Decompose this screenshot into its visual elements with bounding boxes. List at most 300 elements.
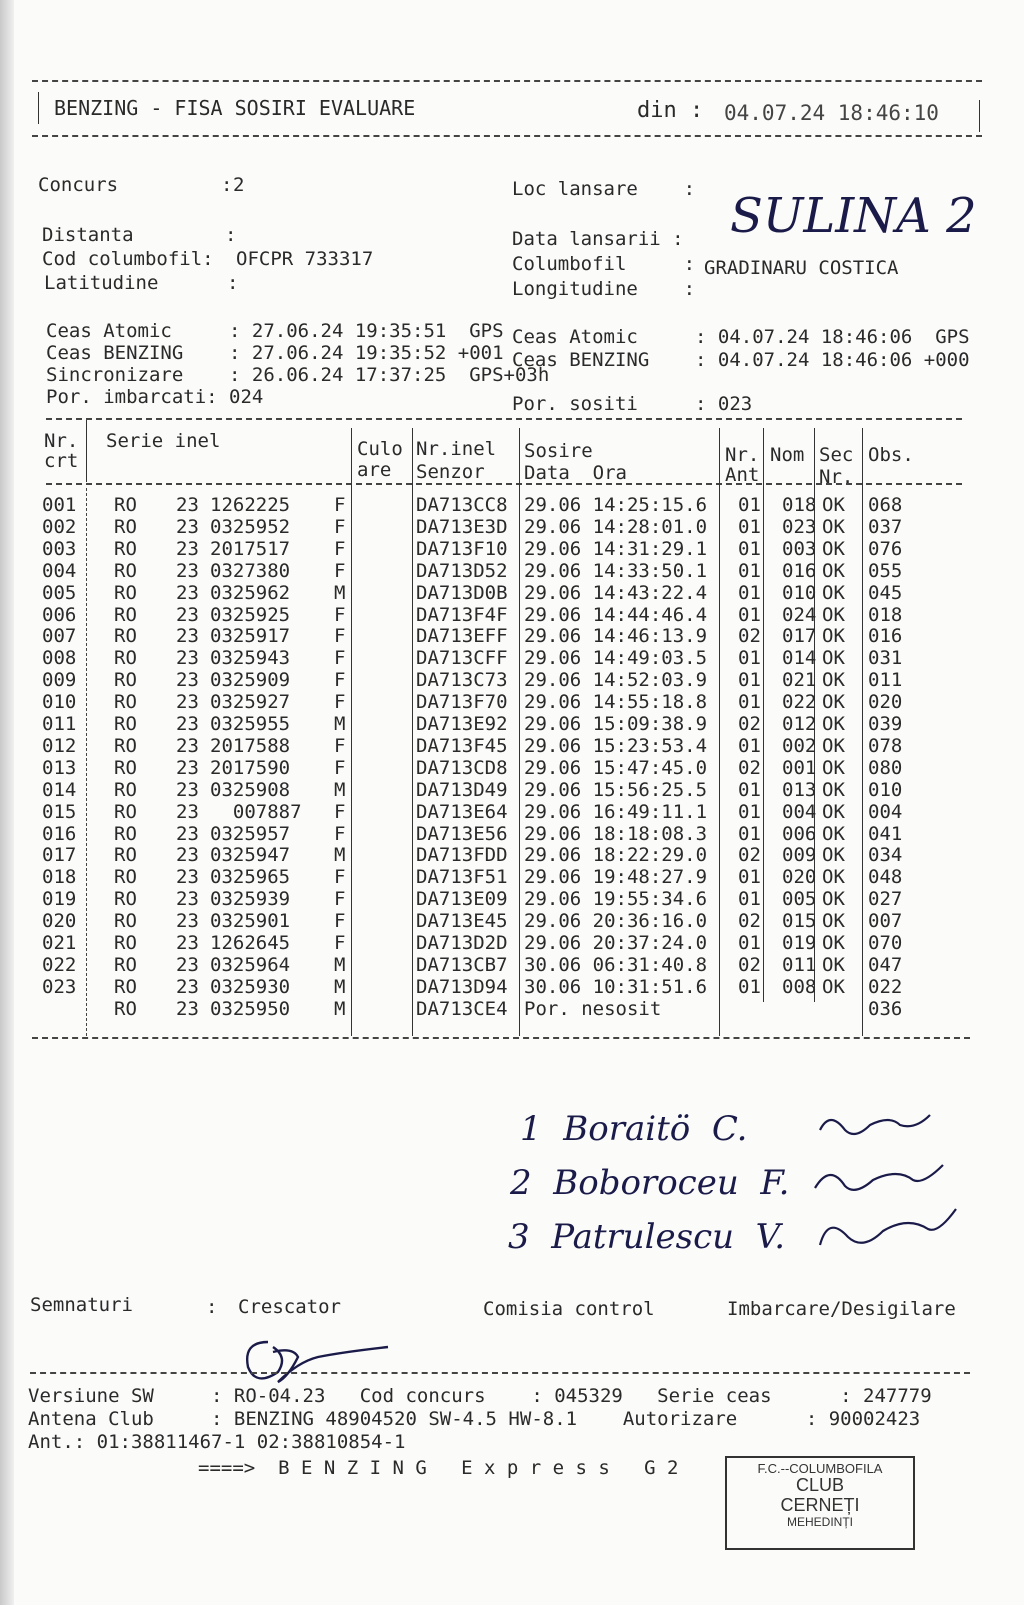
cell-ring: 0325925 [210,603,291,626]
cell-sosire: 29.06 14:52:03.9 [524,669,708,692]
cell-sex: F [334,756,346,779]
cell-senzor: DA713E56 [416,822,508,845]
cell-ring: 0325939 [210,888,291,911]
cell-sosire: 29.06 14:31:29.1 [524,537,708,560]
cell-sex: F [334,515,346,538]
cell-sex: F [334,866,346,889]
header-nom: Nom [770,444,805,466]
cell-ant: 01 [738,932,761,954]
cell-senzor: DA713F51 [416,866,508,889]
table-row [0,604,1024,626]
cell-nom: 011 [782,953,817,976]
cell-year: 23 [176,910,199,933]
cell-country: RO [114,537,137,560]
cell-sec: OK [822,581,845,604]
cell-ring: 1262645 [210,932,291,954]
cell-nr: 016 [42,822,77,845]
cell-nr: 023 [42,975,77,998]
cell-nom: 021 [782,669,817,692]
cell-obs: 041 [868,822,903,845]
cell-ant: 01 [738,603,761,626]
footer-versiune-line: Versiune SW : RO-04.23 Cod concurs : 045329 Serie ceas : 247779 [28,1385,932,1407]
cell-nr: 005 [42,581,77,604]
stamp-line-1: F.C.--COLUMBOFILA [757,1461,883,1476]
cell-country: RO [114,910,137,933]
cell-year: 23 [176,756,199,779]
cell-ant: 01 [738,537,761,560]
cell-sosire: 29.06 20:36:16.0 [524,910,708,933]
cell-country: RO [114,669,137,692]
cell-nom: 006 [782,822,817,845]
cell-nom: 012 [782,713,817,735]
cell-senzor: DA713D49 [416,778,508,801]
commission-member-2: 2 Boboroceu F. [510,1163,790,1203]
table-row [0,932,1024,954]
cell-country: RO [114,713,137,735]
cell-sosire: 29.06 20:37:24.0 [524,932,708,954]
cell-sex: M [334,778,346,801]
header-obs: Obs. [868,444,914,466]
cell-obs: 078 [868,734,903,757]
cell-sosire: 29.06 14:25:15.6 [524,494,708,516]
cell-year: 23 [176,669,199,692]
table-row [0,954,1024,976]
cell-nr: 020 [42,910,77,933]
cell-year: 23 [176,800,199,823]
cell-ring: 0325909 [210,669,291,692]
cell-sosire: 29.06 14:49:03.5 [524,647,708,670]
cell-nom: 016 [782,559,817,582]
cell-ant: 01 [738,888,761,911]
cell-obs: 039 [868,713,903,735]
cell-sex: F [334,800,346,823]
cell-nr: 022 [42,953,77,976]
header-bottom-rule [32,135,982,137]
cell-sec: OK [822,734,845,757]
cell-sex: F [334,932,346,954]
cell-sex: M [334,953,346,976]
cell-nom: 023 [782,515,817,538]
cell-ring: 1262225 [210,494,291,516]
table-row [0,976,1024,998]
cell-sec: OK [822,932,845,954]
table-row [0,844,1024,866]
header-left-bar [38,92,39,124]
cell-sec: OK [822,669,845,692]
cell-ring: 0325964 [210,953,291,976]
cell-nr: 008 [42,647,77,670]
cell-ant: 01 [738,494,761,516]
cell-senzor: DA713E45 [416,910,508,933]
cell-sec: OK [822,559,845,582]
cell-ring: 0325957 [210,822,291,845]
table-row [0,625,1024,647]
cell-senzor: DA713F4F [416,603,508,626]
cell-nom: 004 [782,800,817,823]
cell-obs: 022 [868,975,903,998]
footer-antena-line: Antena Club : BENZING 48904520 SW-4.5 HW-8.1 Autorizare : 90002423 [28,1408,921,1430]
cell-nr: 011 [42,713,77,735]
cell-country: RO [114,997,137,1020]
cell-sosire: Por. nesosit [524,997,662,1020]
cell-sec: OK [822,953,845,976]
cell-ring: 0325950 [210,997,291,1020]
cell-obs: 018 [868,603,903,626]
header-sec-1: Sec [819,444,854,466]
cell-obs: 037 [868,515,903,538]
cell-nom: 018 [782,494,817,516]
cell-senzor: DA713E09 [416,888,508,911]
cell-ant: 02 [738,756,761,779]
cell-year: 23 [176,822,199,845]
cell-senzor: DA713D0B [416,581,508,604]
cell-country: RO [114,932,137,954]
cell-senzor: DA713F10 [416,537,508,560]
cell-nr: 003 [42,537,77,560]
table-row [0,910,1024,932]
cell-sec: OK [822,647,845,670]
cell-ant: 01 [738,515,761,538]
cell-obs: 011 [868,669,903,692]
date-label: din : [637,98,704,123]
table-row [0,538,1024,560]
cell-year: 23 [176,581,199,604]
cell-country: RO [114,866,137,889]
cell-sec: OK [822,756,845,779]
cell-nr: 007 [42,625,77,648]
longitudine-label: Longitudine : [512,278,696,300]
cell-sex: F [334,910,346,933]
cell-ant: 01 [738,559,761,582]
cell-ant: 01 [738,734,761,757]
header-nr-1: Nr. [44,430,79,452]
cell-country: RO [114,647,137,670]
cell-nr: 002 [42,515,77,538]
cell-obs: 020 [868,691,903,714]
cell-sosire: 29.06 15:47:45.0 [524,756,708,779]
cell-sex: F [334,494,346,516]
cell-year: 23 [176,559,199,582]
cod-columbofil-label: Cod columbofil: [42,248,214,270]
cell-ant: 02 [738,625,761,648]
cell-country: RO [114,734,137,757]
cell-nr: 021 [42,932,77,954]
cell-year: 23 [176,515,199,538]
cell-year: 23 [176,932,199,954]
cell-nom: 003 [782,537,817,560]
cell-obs: 004 [868,800,903,823]
table-top-rule [46,418,962,420]
cell-country: RO [114,603,137,626]
latitudine-label: Latitudine : [44,272,239,294]
cell-sex: M [334,713,346,735]
semnaturi-label: Semnaturi [30,1294,133,1316]
footer-ant-line: Ant.: 01:38811467-1 02:38810854-1 [28,1431,406,1453]
crescator-label: Crescator [238,1296,341,1318]
cell-ring: 0325901 [210,910,291,933]
cell-year: 23 [176,953,199,976]
sincronizare: Sincronizare : 26.06.24 17:37:25 GPS+03h [46,364,550,386]
table-row [0,823,1024,845]
cell-sec: OK [822,537,845,560]
ceas-benzing-end: Ceas BENZING : 04.07.24 18:46:06 +000 [512,349,970,371]
cell-nr: 017 [42,844,77,867]
cell-obs: 034 [868,844,903,867]
cell-obs: 055 [868,559,903,582]
header-right-bar [979,100,980,132]
cell-nom: 019 [782,932,817,954]
cell-ant: 01 [738,647,761,670]
cell-senzor: DA713CE4 [416,997,508,1020]
cell-ant: 01 [738,669,761,692]
table-row [0,582,1024,604]
cell-ring: 0325952 [210,515,291,538]
header-serie-inel: Serie inel [106,430,221,452]
cell-year: 23 [176,537,199,560]
cell-year: 23 [176,691,199,714]
cell-ring: 0325955 [210,713,291,735]
cell-sosire: 29.06 18:18:08.3 [524,822,708,845]
cell-country: RO [114,844,137,867]
header-nr-ant-1: Nr. [725,444,760,466]
porumbei-sositi: Por. sositi : 023 [512,393,753,415]
cell-nom: 017 [782,625,817,648]
cell-sex: M [334,975,346,998]
table-row [0,735,1024,757]
table-row [0,713,1024,735]
cell-ant: 02 [738,713,761,735]
cell-sosire: 29.06 14:44:46.4 [524,603,708,626]
cell-obs: 080 [868,756,903,779]
cell-sosire: 29.06 14:28:01.0 [524,515,708,538]
cell-sec: OK [822,888,845,911]
cell-country: RO [114,800,137,823]
cell-obs: 007 [868,910,903,933]
cell-country: RO [114,756,137,779]
cell-sec: OK [822,800,845,823]
cell-ant: 01 [738,822,761,845]
cell-senzor: DA713F45 [416,734,508,757]
cell-ring: 2017588 [210,734,291,757]
cell-ring: 0325930 [210,975,291,998]
cell-nr: 009 [42,669,77,692]
cell-ant: 02 [738,953,761,976]
cell-country: RO [114,975,137,998]
table-row [0,647,1024,669]
cell-year: 23 [176,997,199,1020]
table-row [0,866,1024,888]
cell-year: 23 [176,866,199,889]
footer-rule [30,1372,970,1374]
cell-ant: 01 [738,581,761,604]
cell-sex: F [334,822,346,845]
cell-obs: 045 [868,581,903,604]
comisia-control-label: Comisia control [483,1298,655,1320]
table-row [0,516,1024,538]
stamp-line-4: MEHEDINȚI [787,1514,853,1529]
cell-obs: 047 [868,953,903,976]
cell-obs: 068 [868,494,903,516]
cell-year: 23 [176,713,199,735]
header-nr-ant-2: Ant [725,464,760,486]
cell-sec: OK [822,603,845,626]
cell-obs: 031 [868,647,903,670]
cell-sex: F [334,734,346,757]
ceas-atomic-end: Ceas Atomic : 04.07.24 18:46:06 GPS [512,326,970,348]
cell-sec: OK [822,515,845,538]
cell-sosire: 29.06 15:09:38.9 [524,713,708,735]
table-row [0,560,1024,582]
cell-ant: 02 [738,910,761,933]
ceas-benzing-start: Ceas BENZING : 27.06.24 19:35:52 +001 [46,342,504,364]
cell-senzor: DA713E3D [416,515,508,538]
header-top-rule [32,80,982,82]
cell-senzor: DA713CD8 [416,756,508,779]
cell-ring: 007887 [210,800,302,823]
cell-country: RO [114,953,137,976]
header-senzor: Senzor [416,461,485,483]
cell-sosire: 30.06 10:31:51.6 [524,975,708,998]
table-row [0,998,1024,1020]
cell-country: RO [114,494,137,516]
data-lansarii-label: Data lansarii : [512,228,684,250]
cell-ring: 0325927 [210,691,291,714]
cell-nom: 014 [782,647,817,670]
cell-sec: OK [822,910,845,933]
cell-senzor: DA713E92 [416,713,508,735]
cell-obs: 048 [868,866,903,889]
cell-senzor: DA713D94 [416,975,508,998]
cod-columbofil-value: OFCPR 733317 [236,248,374,270]
cell-nom: 015 [782,910,817,933]
concurs-label: Concurs : [38,174,233,196]
header-nr-2: crt [44,450,79,472]
cell-sec: OK [822,691,845,714]
header-culoare-1: Culo [357,438,403,460]
porumbei-imbarcati: Por. imbarcati: 024 [46,386,264,408]
cell-nom: 022 [782,691,817,714]
cell-country: RO [114,581,137,604]
cell-nom: 010 [782,581,817,604]
cell-country: RO [114,691,137,714]
cell-senzor: DA713CB7 [416,953,508,976]
cell-sec: OK [822,713,845,735]
cell-nr: 001 [42,494,77,516]
cell-sec: OK [822,625,845,648]
cell-sex: F [334,888,346,911]
date-value: 04.07.24 18:46:10 [724,101,939,125]
cell-sex: F [334,559,346,582]
stamp-line-3: CERNEȚI [780,1495,860,1516]
cell-sec: OK [822,866,845,889]
table-row [0,801,1024,823]
cell-ant: 01 [738,691,761,714]
cell-ring: 0325908 [210,778,291,801]
cell-year: 23 [176,494,199,516]
loc-lansare-handwritten: SULINA 2 [730,188,977,244]
cell-sec: OK [822,778,845,801]
imbarcare-desigilare-label: Imbarcare/Desigilare [727,1298,956,1320]
cell-nom: 001 [782,756,817,779]
cell-year: 23 [176,603,199,626]
cell-sosire: 29.06 14:43:22.4 [524,581,708,604]
cell-country: RO [114,559,137,582]
cell-sec: OK [822,975,845,998]
ceas-atomic-start: Ceas Atomic : 27.06.24 19:35:51 GPS [46,320,504,342]
cell-country: RO [114,625,137,648]
cell-nr: 010 [42,691,77,714]
cell-nr: 004 [42,559,77,582]
cell-ring: 2017590 [210,756,291,779]
cell-ring: 0327380 [210,559,291,582]
cell-ring: 0325965 [210,866,291,889]
cell-sex: F [334,669,346,692]
cell-ant: 01 [738,866,761,889]
columbofil-label: Columbofil : [512,253,696,275]
cell-sosire: 29.06 14:55:18.8 [524,691,708,714]
cell-obs: 010 [868,778,903,801]
cell-senzor: DA713C73 [416,669,508,692]
cell-obs: 027 [868,888,903,911]
cell-nr: 019 [42,888,77,911]
cell-nom: 020 [782,866,817,889]
header-nr-inel: Nr.inel [416,438,497,460]
cell-senzor: DA713CC8 [416,494,508,516]
cell-senzor: DA713D52 [416,559,508,582]
semnaturi-sep: : [206,1296,218,1318]
footer-benzing-express: ====> B E N Z I N G E x p r e s s G 2 [198,1457,679,1479]
cell-year: 23 [176,975,199,998]
page-title: BENZING - FISA SOSIRI EVALUARE [54,96,416,120]
cell-year: 23 [176,734,199,757]
cell-sosire: 30.06 06:31:40.8 [524,953,708,976]
cell-sex: F [334,625,346,648]
cell-ring: 2017517 [210,537,291,560]
cell-sex: F [334,691,346,714]
cell-sec: OK [822,494,845,516]
cell-sex: M [334,581,346,604]
header-sosire: Sosire [524,440,593,462]
cell-sec: OK [822,844,845,867]
cell-nr: 018 [42,866,77,889]
cell-obs: 070 [868,932,903,954]
cell-nom: 024 [782,603,817,626]
cell-year: 23 [176,888,199,911]
header-data-ora: Data Ora [524,462,627,484]
cell-ring: 0325947 [210,844,291,867]
cell-nom: 009 [782,844,817,867]
cell-senzor: DA713EFF [416,625,508,648]
cell-ring: 0325962 [210,581,291,604]
table-row [0,494,1024,516]
cell-senzor: DA713CFF [416,647,508,670]
cell-sex: F [334,537,346,560]
cell-country: RO [114,778,137,801]
commission-member-1: 1 Boraitö C. [520,1109,748,1149]
cell-nom: 008 [782,975,817,998]
cell-nom: 002 [782,734,817,757]
cell-nr: 006 [42,603,77,626]
cell-sosire: 29.06 15:56:25.5 [524,778,708,801]
table-row [0,691,1024,713]
table-row [0,888,1024,910]
cell-year: 23 [176,844,199,867]
cell-ant: 01 [738,800,761,823]
commission-member-3: 3 Patrulescu V. [508,1217,786,1257]
cell-senzor: DA713E64 [416,800,508,823]
cell-sosire: 29.06 14:33:50.1 [524,559,708,582]
cell-nom: 013 [782,778,817,801]
